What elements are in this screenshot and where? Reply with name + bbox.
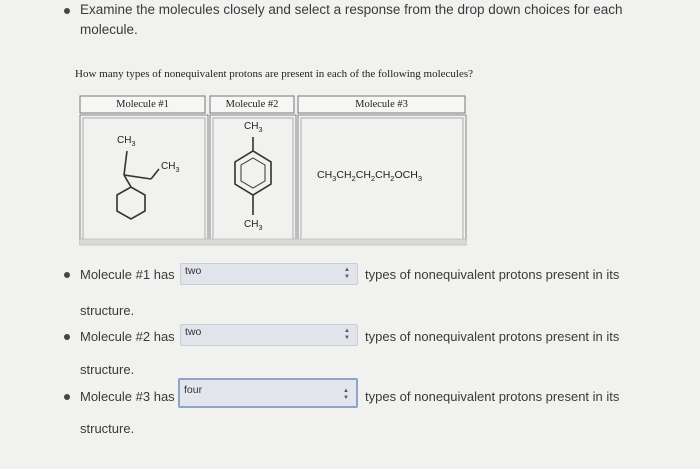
molecule2-ch3-top: $CH_3$	[244, 121, 263, 134]
molecule3-formula: $CH_3CH_2CH_2CH_2OCH_3$	[317, 169, 423, 183]
answer1-prefix: Molecule #1 has	[80, 267, 175, 282]
answer2-tail: structure.	[80, 362, 135, 377]
molecule1-structure	[117, 151, 159, 219]
dropdown-arrows-icon: ▲ ▼	[344, 267, 350, 280]
answer3-prefix: Molecule #3 has	[80, 389, 175, 404]
molecule2-structure	[235, 137, 271, 215]
molecule3-selected-value: four	[184, 384, 203, 396]
molecule2-selected-value: two	[185, 326, 202, 338]
molecule1-ch3-top: $CH_3$	[117, 135, 136, 148]
dropdown-arrows-icon: ▲ ▼	[343, 388, 349, 401]
question-text: How many types of nonequivalent protons are present in each of the following molecules?	[75, 68, 474, 80]
molecule3-dropdown[interactable]	[178, 378, 358, 408]
answer3-tail: structure.	[80, 421, 135, 436]
molecule2-ch3-bottom: $CH_3$	[244, 219, 263, 232]
molecule1-ch3-right: $CH_3$	[161, 161, 180, 174]
answer1-suffix: types of nonequivalent protons present in its	[365, 267, 620, 282]
bullet-icon	[64, 8, 70, 14]
molecule1-dropdown[interactable]	[180, 263, 358, 285]
molecule-table	[79, 95, 467, 246]
bullet-icon	[64, 272, 70, 278]
header-molecule-3: Molecule #3	[355, 98, 408, 110]
molecule1-selected-value: two	[185, 265, 202, 277]
answer2-suffix: types of nonequivalent protons present in its	[365, 329, 620, 344]
answer3-suffix: types of nonequivalent protons present in its	[365, 389, 620, 404]
answer1-tail: structure.	[80, 303, 135, 318]
answer2-prefix: Molecule #2 has	[80, 329, 175, 344]
header-molecule-2: Molecule #2	[225, 98, 279, 110]
dropdown-arrows-icon: ▲ ▼	[344, 328, 350, 341]
bullet-icon	[64, 334, 70, 340]
bullet-icon	[64, 394, 70, 400]
instructions-text: Examine the molecules closely and select a response from the drop down choices for each molecule.	[80, 2, 623, 37]
molecule2-dropdown[interactable]	[180, 324, 358, 346]
header-molecule-1: Molecule #1	[116, 98, 169, 110]
